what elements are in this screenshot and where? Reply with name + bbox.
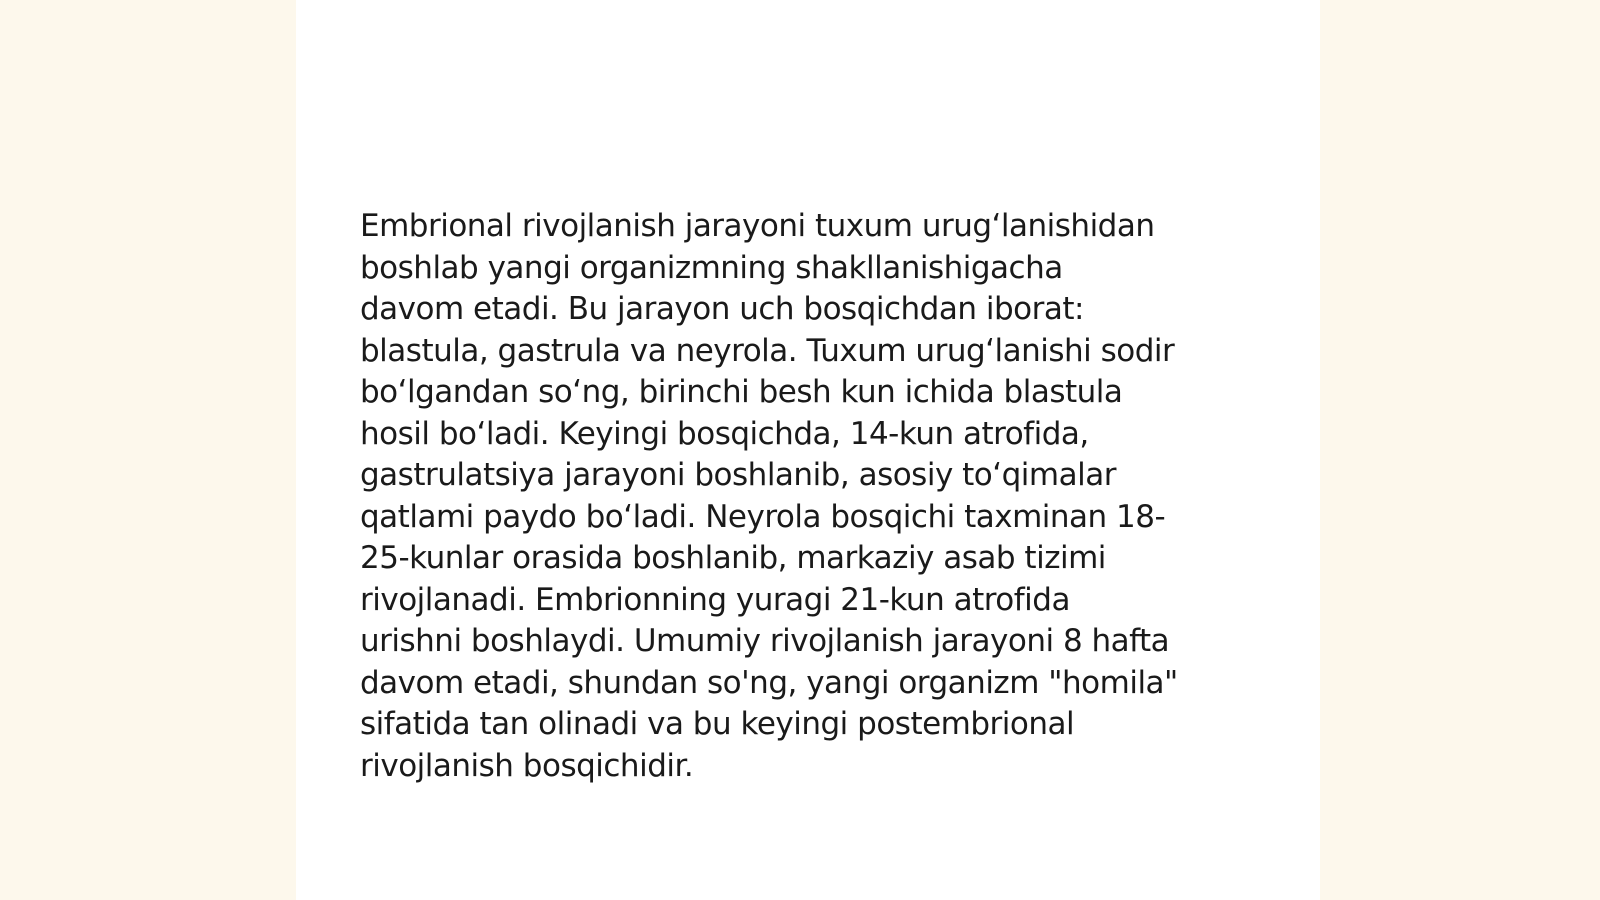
- paragraph-line: gastrulatsiya jarayoni boshlanib, asosiy toʻqimalar: [360, 457, 1116, 493]
- paragraph-line: davom etadi, shundan so'ng, yangi organizm "homila": [360, 664, 1178, 701]
- paragraph-line: rivojlanadi. Embrionning yuragi 21-kun atrofida: [360, 581, 1070, 618]
- document-page: [296, 0, 1320, 900]
- paragraph-line: davom etadi. Bu jarayon uch bosqichdan iborat:: [360, 291, 1084, 327]
- paragraph-line: boshlab yangi organizmning shakllanishigacha: [360, 249, 1063, 286]
- paragraph-line: hosil boʻladi. Keyingi bosqichda, 14-kun atrofida,: [360, 415, 1089, 452]
- paragraph-line: blastula, gastrula va neyrola. Tuxum urugʻlanishi sodir: [360, 332, 1175, 369]
- paragraph-line: Embrional rivojlanish jarayoni tuxum urugʻlanishidan: [360, 208, 1155, 244]
- paragraph-line: rivojlanish bosqichidir.: [360, 747, 694, 784]
- paragraph-line: urishni boshlaydi. Umumiy rivojlanish jarayoni 8 hafta: [360, 623, 1170, 659]
- paragraph-line: qatlami paydo boʻladi. Neyrola bosqichi taxminan 18-: [360, 498, 1166, 535]
- paragraph-line: sifatida tan olinadi va bu keyingi postembrional: [360, 706, 1075, 742]
- paragraph-line: boʻlgandan soʻng, birinchi besh kun ichida blastula: [360, 374, 1123, 410]
- paragraph-line: 25-kunlar orasida boshlanib, markaziy asab tizimi: [360, 540, 1106, 576]
- body-paragraph: [360, 206, 1260, 787]
